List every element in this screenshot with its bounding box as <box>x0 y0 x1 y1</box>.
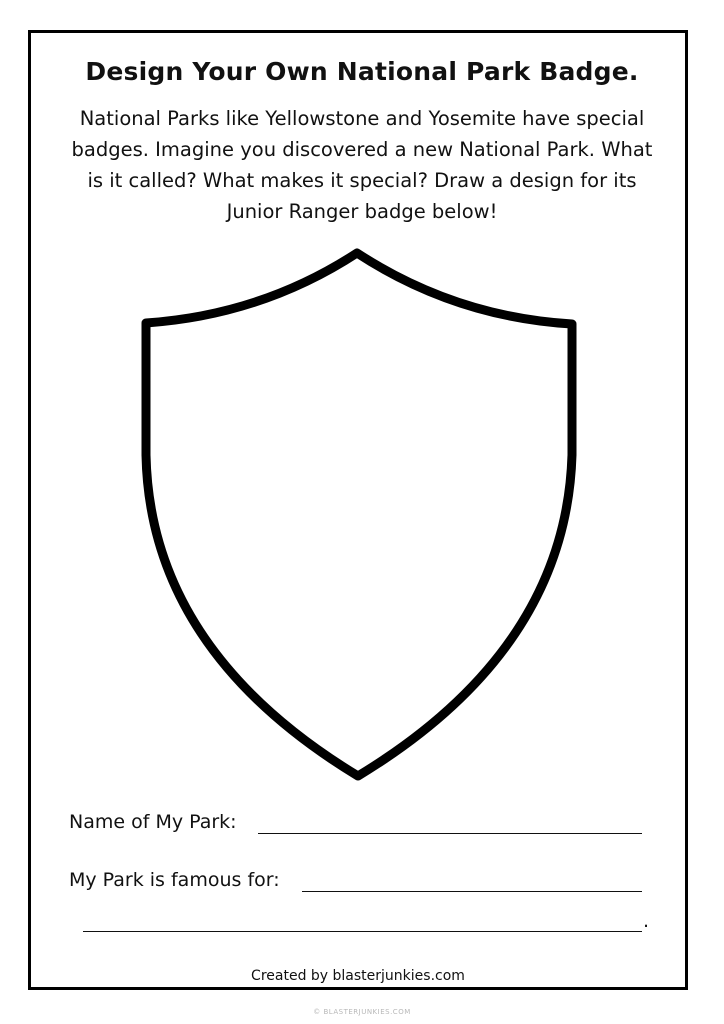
instructions-line: is it called? What makes it special? Draw a design for its <box>87 169 637 192</box>
credit-line: Created by blasterjunkies.com <box>251 968 465 984</box>
famous-for-line[interactable] <box>302 891 642 892</box>
park-name-label: Name of My Park: <box>69 811 237 833</box>
watermark: © BLASTERJUNKIES.COM <box>313 1008 411 1016</box>
park-name-line[interactable] <box>258 833 642 834</box>
shield-outline <box>146 253 572 776</box>
famous-for-label: My Park is famous for: <box>69 869 280 891</box>
instructions-line: Junior Ranger badge below! <box>226 200 498 223</box>
sentence-period: . <box>643 910 650 932</box>
instructions-line: National Parks like Yellowstone and Yosemite have special <box>79 107 645 130</box>
instructions-line: badges. Imagine you discovered a new National Park. What <box>71 138 653 161</box>
worksheet-title: Design Your Own National Park Badge. <box>85 57 639 86</box>
famous-for-line-2[interactable] <box>83 931 642 932</box>
